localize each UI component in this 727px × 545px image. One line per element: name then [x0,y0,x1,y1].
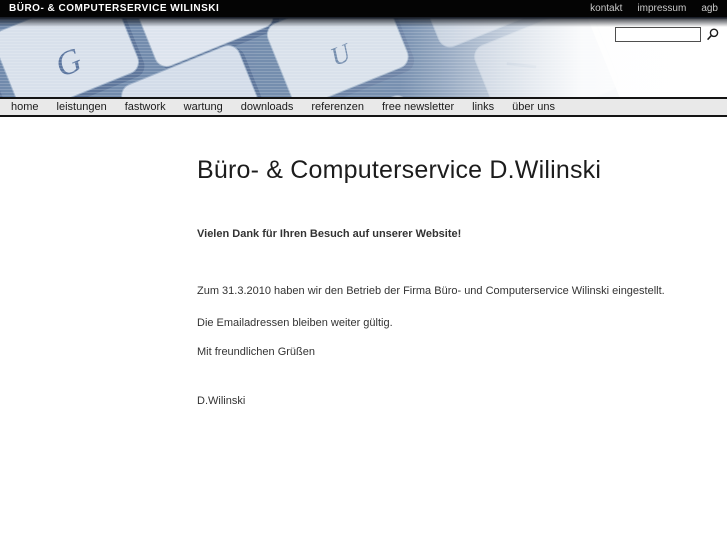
magnifier-search-icon [706,28,719,41]
nav-item-leistungen[interactable]: leistungen [56,101,107,113]
site-title: BÜRO- & COMPUTERSERVICE WILINSKI [9,3,220,14]
nav-item-home[interactable]: home [11,101,39,113]
main-content [0,156,727,407]
keyboard-banner [0,17,727,97]
nav-item-fastwork[interactable]: fastwork [124,101,166,113]
intro-greeting-text: Vielen Dank für Ihren Besuch auf unserer Website! [197,228,462,240]
topbar-link-impressum[interactable]: impressum [637,3,687,14]
closure-notice-text: Zum 31.3.2010 haben wir den Betrieb der Firma Büro- und Computerservice Wilinski eingestellt. [197,285,665,297]
topbar-link-kontakt[interactable]: kontakt [590,3,623,14]
nav-item-free-newsletter[interactable]: free newsletter [381,101,455,113]
page-title: Büro- & Computerservice D.Wilinski [197,156,602,184]
main-navigation [0,97,727,117]
nav-item-downloads[interactable]: downloads [240,101,294,113]
top-bar [0,0,727,17]
regards-text: Mit freundlichen Grüßen [197,346,315,358]
search-button[interactable] [706,28,719,41]
nav-item-referenzen[interactable]: referenzen [311,101,364,113]
nav-item-ueber-uns[interactable]: über uns [512,101,555,113]
top-utility-links [590,3,718,14]
nav-item-wartung[interactable]: wartung [183,101,223,113]
email-notice-text: Die Emailadressen bleiben weiter gültig. [197,317,393,329]
site-search [615,27,719,42]
search-input[interactable] [615,27,701,42]
signature-text: D.Wilinski [197,395,246,407]
nav-item-links[interactable]: links [472,101,495,113]
topbar-link-agb[interactable]: agb [701,3,718,14]
